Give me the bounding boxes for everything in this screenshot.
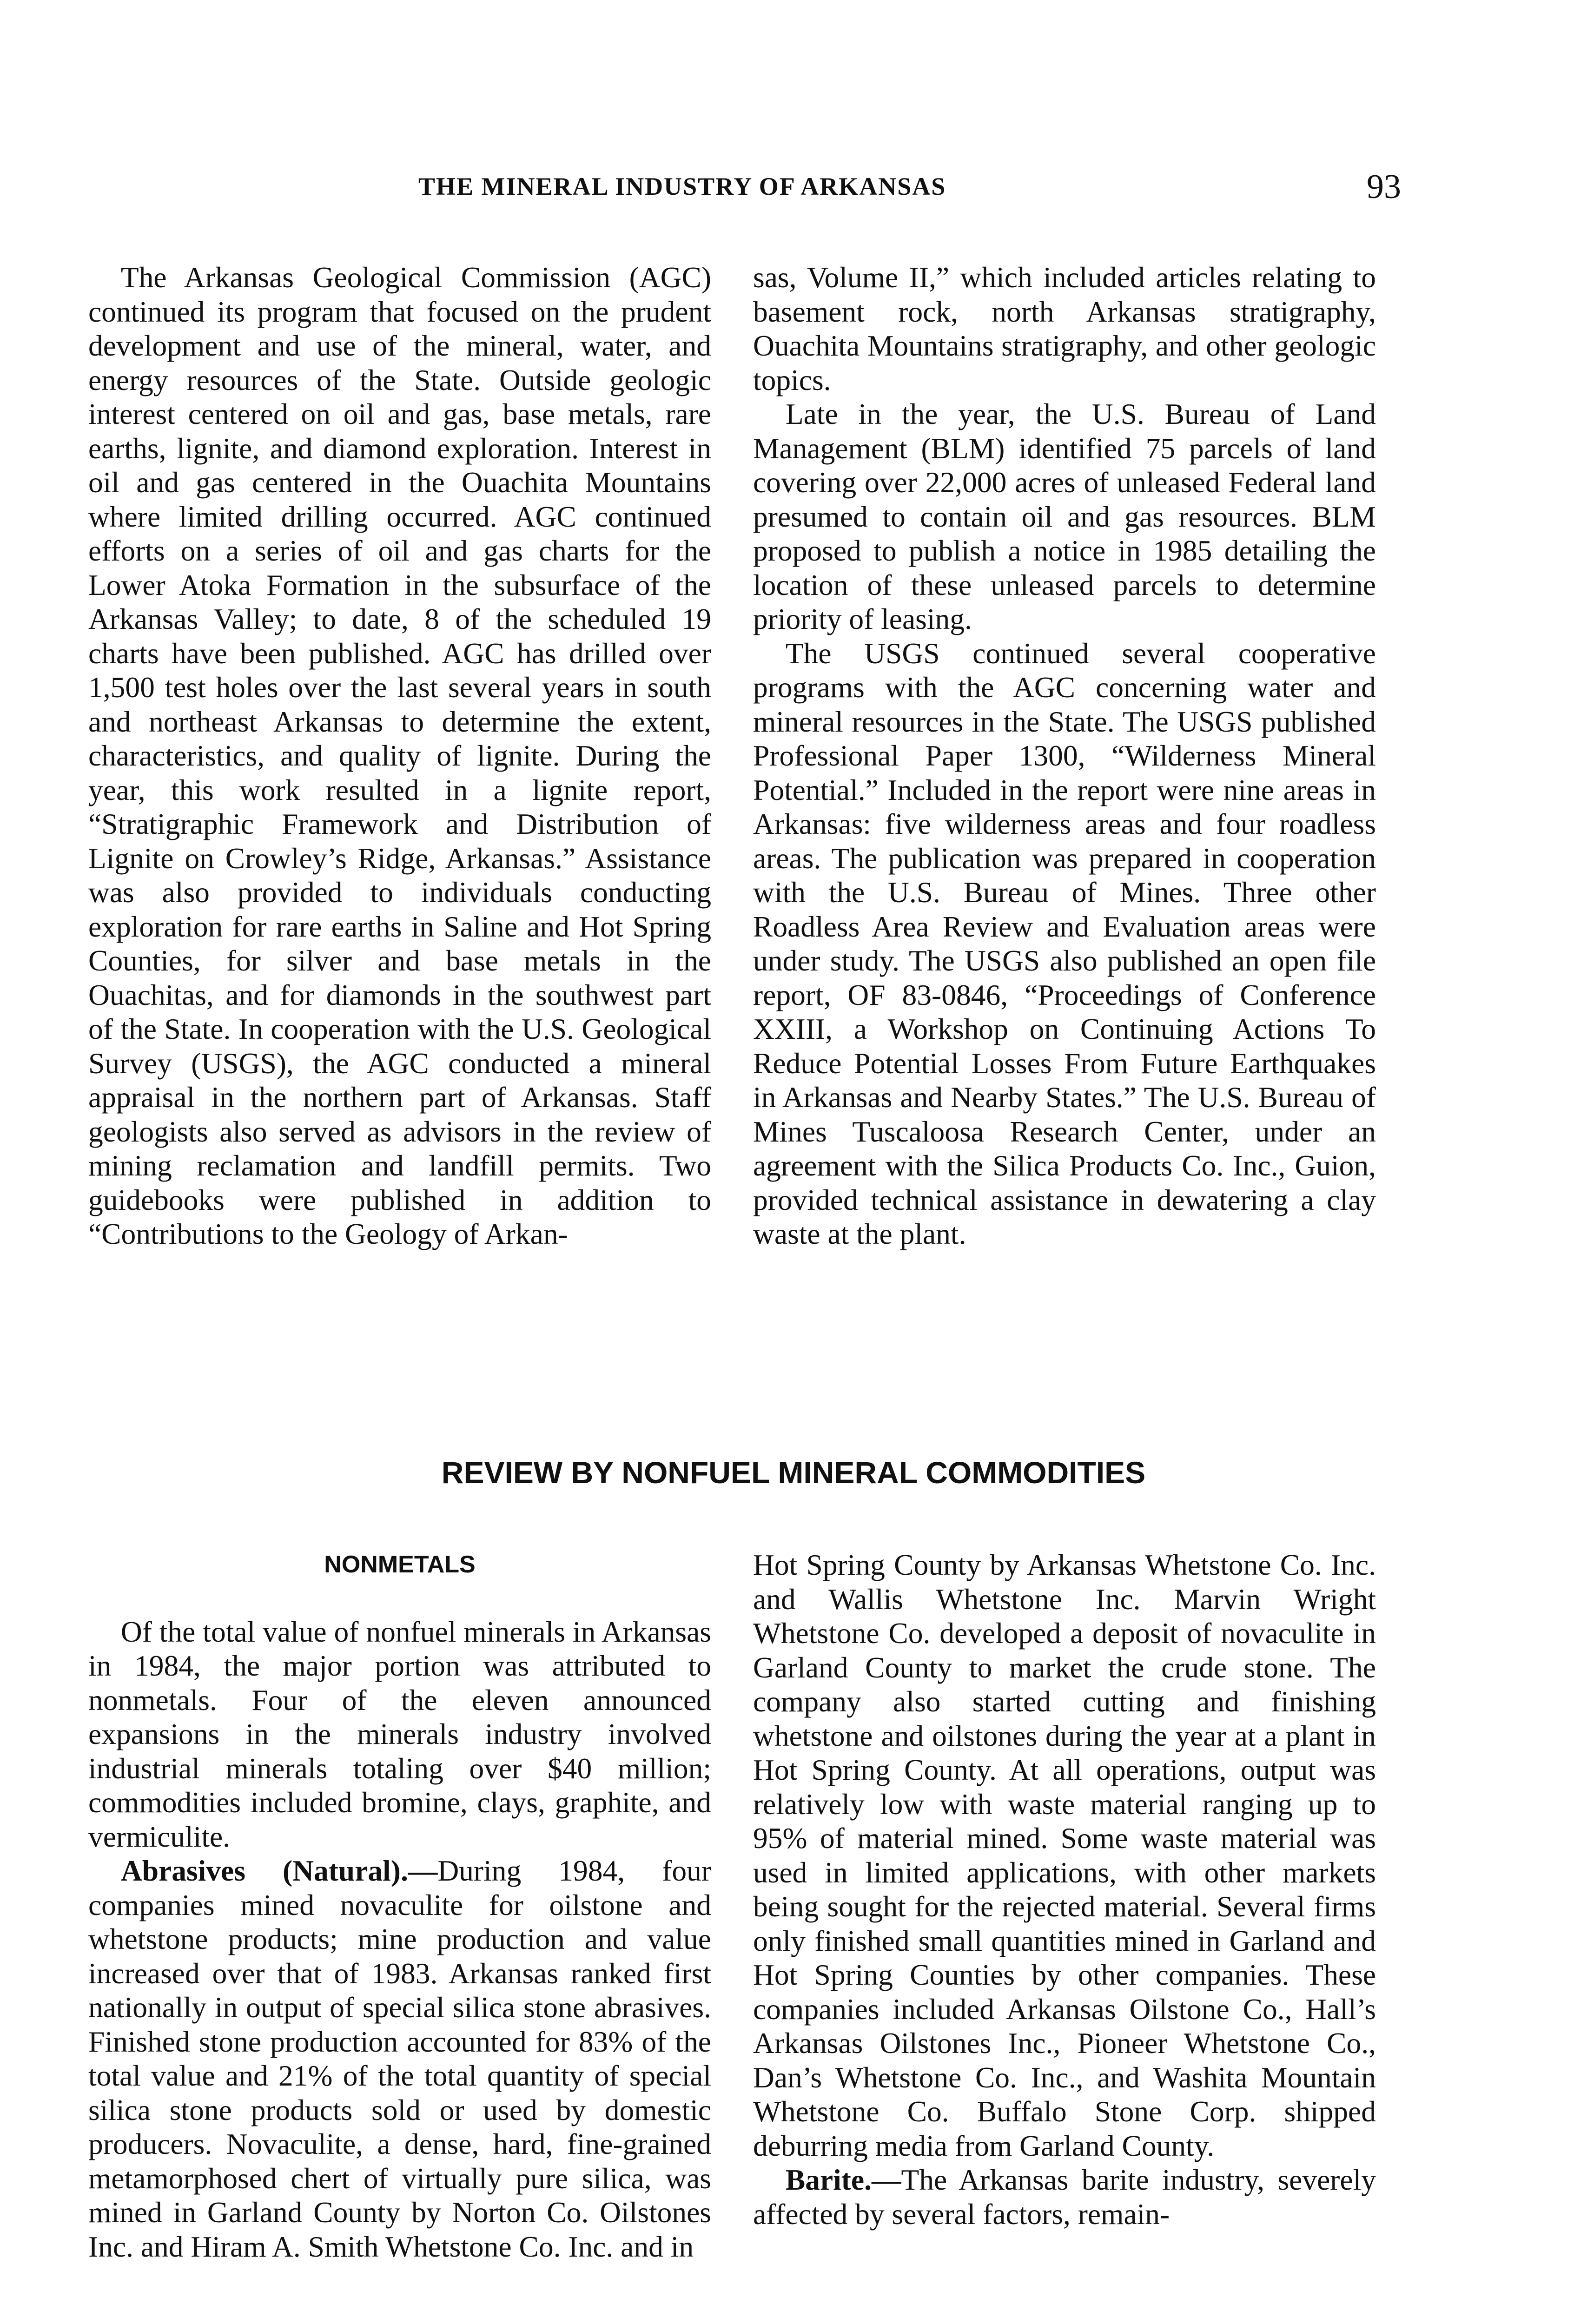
paragraph-agc-program: The Arkansas Geological Commission (AGC) continued its program that focused on the prudent development and use of the mineral, water, and energy resources of the State. Outside geologic interest centered on oil and gas, base metals, rare earths, lignite, and diamond exploration. Interest in oil and gas centered in the Ouachita Mountains where limited drilling occurred. AGC continued efforts on a series of oil and gas charts for the Lower Atoka Formation in the subsurface of the Arkansas Valley; to date, 8 of the scheduled 19 charts have been published. AGC has drilled over 1,500 test holes over the last several years in south and northeast Arkansas to determine the extent, characteristics, and quality of lignite. During the year, this work resulted in a lignite report, “Stratigraphic Framework and Distribution of Lignite on Crowley’s Ridge, Arkansas.” Assistance was also provided to individuals conducting exploration for rare earths in Saline and Hot Spring Counties, for silver and base metals in the Ouachitas, and for diamonds in the southwest part of the State. In cooperation with the U.S. Geological Survey (USGS), the AGC conducted a mineral appraisal in the northern part of Arkansas. Staff geologists also served as advisors in the review of mining reclamation and landfill permits. Two guidebooks were published in addition to “Contributions to the Geology of Arkan- xyxy=(88,261,711,1250)
abrasives-text: During 1984, four companies mined novaculite for oilstone and whetstone products; mine production and value increased over that of 1983. Arkansas ranked first nationally in output of special silica stone abrasives. Finished stone production accounted for 83% of the total value and 21% of the total quantity of special silica stone products sold or used by domestic producers. Novaculite, a dense, hard, fine-grained metamorphosed chert of virtually pure silica, was mined in Garland County by Norton Co. Oilstones Inc. and Hiram A. Smith Whetstone Co. Inc. and in xyxy=(88,1854,711,2263)
paragraph-barite xyxy=(753,2163,1376,2231)
paragraph-nonmetals-overview: Of the total value of nonfuel minerals in Arkansas in 1984, the major portion was attributed to nonmetals. Four of the eleven announced expansions in the minerals industry involved industrial minerals totaling over $40 million; commodities included bromine, clays, graphite, and vermiculite. xyxy=(88,1615,711,1853)
paragraph-usgs-programs: The USGS continued several cooperative programs with the AGC concerning water and mineral resources in the State. The USGS published Professional Paper 1300, “Wilderness Mineral Potential.” Included in the report were nine areas in Arkansas: five wilderness areas and four roadless areas. The publication was prepared in cooperation with the U.S. Bureau of Mines. Three other Roadless Area Review and Evaluation areas were under study. The USGS also published an open file report, OF 83-0846, “Proceedings of Conference XXIII, a Workshop on Continuing Actions To Reduce Potential Losses From Future Earthquakes in Arkansas and Nearby States.” The U.S. Bureau of Mines Tuscaloosa Research Center, under an agreement with the Silica Products Co. Inc., Guion, provided technical assistance in dewatering a clay waste at the plant. xyxy=(753,636,1376,1250)
abrasives-run-in-heading: Abrasives (Natural).— xyxy=(120,1854,438,1887)
running-title: THE MINERAL INDUSTRY OF ARKANSAS xyxy=(418,172,946,200)
barite-run-in-heading: Barite.— xyxy=(785,2163,901,2196)
barite-text: The Arkansas barite industry, severely affected by several factors, remain- xyxy=(753,2163,1376,2231)
column-top-left xyxy=(88,260,711,1251)
paragraph-blm-parcels: Late in the year, the U.S. Bureau of Land Management (BLM) identified 75 parcels of land covering over 22,000 acres of unleased Federal land presumed to contain oil and gas resources. BLM proposed to publish a notice in 1985 detailing the location of these unleased parcels to determine priority of leasing. xyxy=(753,397,1376,635)
paragraph-abrasives-continued: Hot Spring County by Arkansas Whetstone Co. Inc. and Wallis Whetstone Inc. Marvin Wright Whetstone Co. developed a deposit of novaculite in Garland County to market the crude stone. The company also started cutting and finishing whetstone and oilstones during the year at a plant in Hot Spring County. At all operations, output was relatively low with waste material ranging up to 95% of material mined. Some waste material was used in limited applications, with other markets being sought for the rejected material. Several firms only finished small quantities mined in Garland and Hot Spring Counties by other companies. These companies included Arkansas Oilstone Co., Hall’s Arkansas Oilstones Inc., Pioneer Whetstone Co., Dan’s Whetstone Co. Inc., and Washita Mountain Whetstone Co. Buffalo Stone Corp. shipped deburring media from Garland County. xyxy=(753,1548,1376,2162)
column-bottom-right xyxy=(753,1548,1376,2231)
page-number: 93 xyxy=(1367,168,1401,206)
column-top-right xyxy=(753,260,1376,1251)
subheading-nonmetals: NONMETALS xyxy=(324,1551,476,1578)
paragraph-abrasives xyxy=(88,1854,711,2264)
paragraph-agc-continued: sas, Volume II,” which included articles relating to basement rock, north Arkansas stratigraphy, Ouachita Mountains stratigraphy, and other geologic topics. xyxy=(753,261,1376,396)
column-bottom-left xyxy=(88,1548,711,2264)
section-heading: REVIEW BY NONFUEL MINERAL COMMODITIES xyxy=(441,1455,1146,1490)
